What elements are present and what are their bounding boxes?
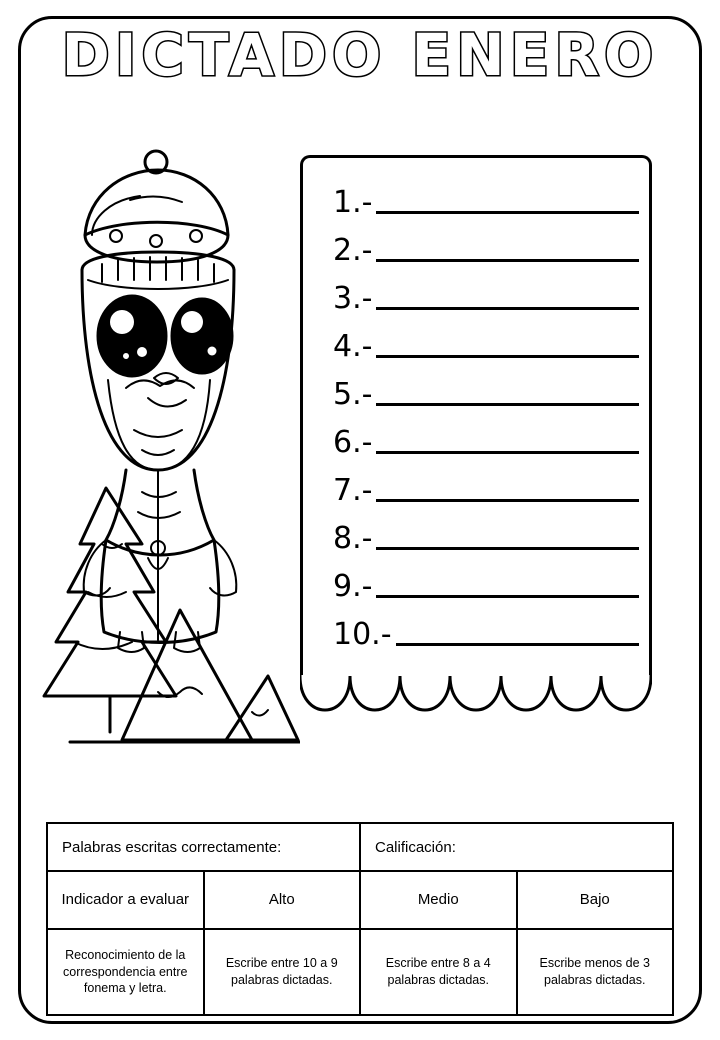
- line-number: 9.-: [333, 569, 373, 604]
- table-row: [47, 871, 673, 929]
- panel-scalloped-edge: [300, 668, 652, 714]
- line-number: 4.-: [333, 329, 373, 364]
- criteria-low: Escribe menos de 3 palabras dictadas.: [517, 929, 674, 1015]
- level-medium: Medio: [360, 871, 517, 929]
- illustration-svg: [30, 140, 300, 800]
- list-item: [303, 556, 655, 604]
- line-number: 10.-: [333, 617, 392, 652]
- criteria-high: Escribe entre 10 a 9 palabras dictadas.: [204, 929, 361, 1015]
- list-item: [303, 220, 655, 268]
- write-line[interactable]: [376, 210, 639, 214]
- write-line[interactable]: [376, 546, 639, 550]
- indicator-description: Reconocimiento de la correspondencia entre fonema y letra.: [47, 929, 204, 1015]
- line-number: 2.-: [333, 233, 373, 268]
- write-line[interactable]: [376, 354, 639, 358]
- grade-label: Calificación:: [360, 823, 673, 871]
- level-high: Alto: [204, 871, 361, 929]
- words-correct-label: Palabras escritas correctamente:: [47, 823, 360, 871]
- list-item: [303, 460, 655, 508]
- pine-tree-icon: [44, 488, 176, 732]
- santa-body: [84, 470, 237, 652]
- illustration-santa: [30, 140, 300, 800]
- line-number: 6.-: [333, 425, 373, 460]
- crown-hat-icon: [85, 151, 228, 262]
- dictation-lines-panel: [300, 155, 652, 675]
- write-line[interactable]: [376, 402, 639, 406]
- dictation-lines-list: [303, 158, 655, 652]
- write-line[interactable]: [376, 258, 639, 262]
- line-number: 3.-: [333, 281, 373, 316]
- criteria-medium: Escribe entre 8 a 4 palabras dictadas.: [360, 929, 517, 1015]
- list-item: [303, 508, 655, 556]
- list-item: [303, 412, 655, 460]
- write-line[interactable]: [376, 594, 639, 598]
- indicator-header: Indicador a evaluar: [47, 871, 204, 929]
- list-item: [303, 316, 655, 364]
- level-low: Bajo: [517, 871, 674, 929]
- scallop-svg: [300, 668, 652, 714]
- line-number: 5.-: [333, 377, 373, 412]
- list-item: [303, 172, 655, 220]
- table-row: [47, 823, 673, 871]
- list-item: [303, 604, 655, 652]
- write-line[interactable]: [376, 498, 639, 502]
- table-row: [47, 929, 673, 1015]
- line-number: 7.-: [333, 473, 373, 508]
- write-line[interactable]: [396, 642, 639, 646]
- list-item: [303, 268, 655, 316]
- line-number: 1.-: [333, 185, 373, 220]
- list-item: [303, 364, 655, 412]
- rubric-table: [46, 822, 674, 1016]
- line-number: 8.-: [333, 521, 373, 556]
- page-title-wrap: [0, 21, 720, 89]
- page-title: DICTADO ENERO: [61, 21, 659, 89]
- write-line[interactable]: [376, 306, 639, 310]
- write-line[interactable]: [376, 450, 639, 454]
- santa-face: [82, 252, 234, 470]
